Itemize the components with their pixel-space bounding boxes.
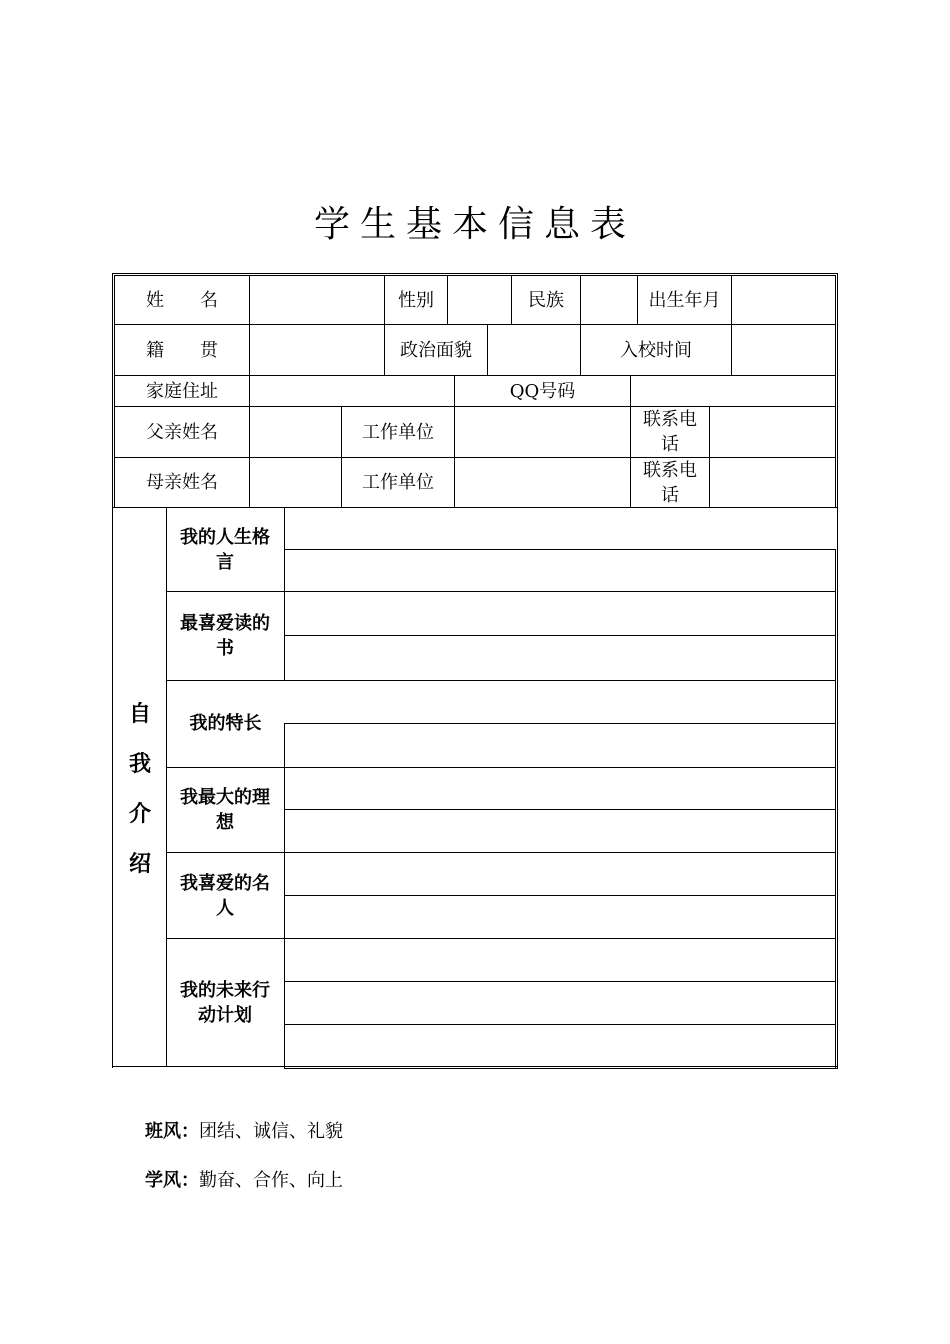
father-work-label: 工作单位 xyxy=(362,421,434,443)
class-style-line xyxy=(145,1119,343,1145)
name-label: 姓 名 xyxy=(146,289,218,311)
native-place-label: 籍 贯 xyxy=(146,339,218,361)
specialty-label: 我的特长 xyxy=(189,712,262,734)
future-plan-field[interactable] xyxy=(285,939,835,1066)
study-style-value: 勤奋、合作、向上 xyxy=(199,1170,343,1191)
self-intro-char-3: 介 xyxy=(128,802,151,827)
political-status-field[interactable] xyxy=(488,325,580,375)
ethnicity-field[interactable] xyxy=(581,276,637,324)
address-field[interactable] xyxy=(250,376,454,406)
specialty-field[interactable] xyxy=(285,681,835,767)
motto-label: 我的人生格言 xyxy=(180,526,270,573)
qq-label: QQ号码 xyxy=(509,380,576,402)
class-style-key: 班风： xyxy=(145,1121,199,1142)
mother-name-field[interactable] xyxy=(250,458,341,507)
mother-phone-field[interactable] xyxy=(710,458,835,507)
native-place-field[interactable] xyxy=(250,325,384,375)
self-intro-char-2: 我 xyxy=(128,752,151,777)
enrollment-label: 入校时间 xyxy=(620,339,692,361)
self-intro-char-4: 绍 xyxy=(128,852,151,877)
favorite-person-field[interactable] xyxy=(285,853,835,938)
ideal-field[interactable] xyxy=(285,768,835,852)
ethnicity-label: 民族 xyxy=(528,289,564,311)
father-work-field[interactable] xyxy=(455,407,630,457)
favorite-book-label: 最喜爱读的书 xyxy=(180,613,270,659)
enrollment-field[interactable] xyxy=(732,325,835,375)
political-status-label: 政治面貌 xyxy=(400,339,472,361)
page-title: 学生基本信息表 xyxy=(313,204,636,245)
gender-field[interactable] xyxy=(448,276,511,324)
qq-field[interactable] xyxy=(631,376,835,406)
favorite-book-field[interactable] xyxy=(285,592,835,680)
self-intro-char-1: 自 xyxy=(128,702,151,727)
father-phone-field[interactable] xyxy=(710,407,835,457)
name-field[interactable] xyxy=(250,276,384,324)
class-style-value: 团结、诚信、礼貌 xyxy=(199,1121,343,1142)
mother-work-label: 工作单位 xyxy=(362,472,434,493)
study-style-key: 学风： xyxy=(145,1170,199,1191)
birth-label: 出生年月 xyxy=(648,289,721,311)
father-name-label: 父亲姓名 xyxy=(146,421,218,443)
address-label: 家庭住址 xyxy=(146,380,218,402)
future-plan-label: 我的未来行动计划 xyxy=(180,979,270,1026)
ideal-label: 我最大的理想 xyxy=(180,787,270,833)
mother-name-label: 母亲姓名 xyxy=(146,472,218,493)
gender-label: 性别 xyxy=(398,289,434,311)
motto-field[interactable] xyxy=(285,508,835,591)
mother-work-field[interactable] xyxy=(455,458,630,507)
study-style-line xyxy=(145,1168,343,1194)
mother-phone-label: 联系电话 xyxy=(643,459,697,506)
favorite-person-label: 我喜爱的名人 xyxy=(180,872,270,919)
father-name-field[interactable] xyxy=(250,407,341,457)
father-phone-label: 联系电话 xyxy=(643,409,697,455)
birth-field[interactable] xyxy=(732,276,835,324)
